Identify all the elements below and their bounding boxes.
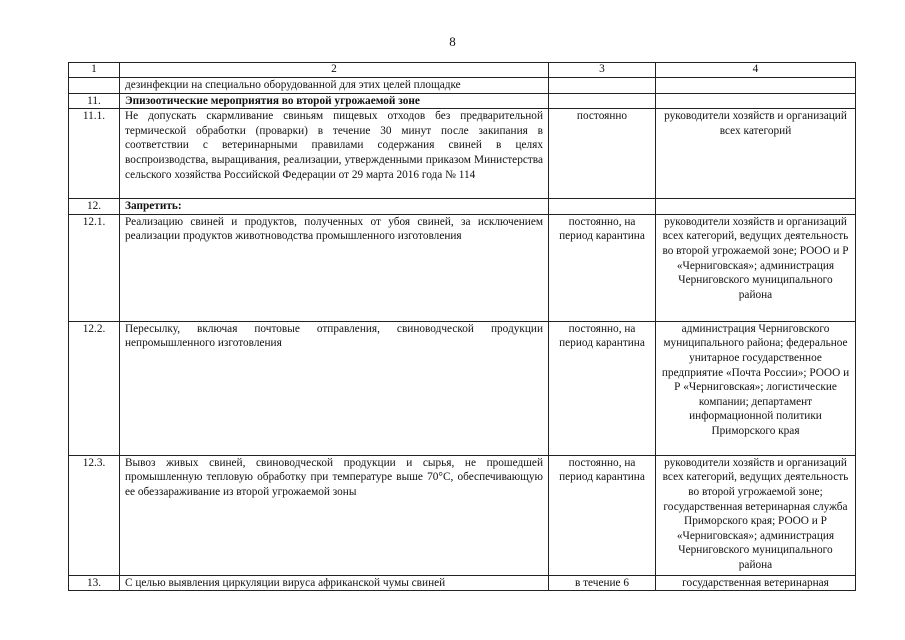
row-responsible (656, 93, 856, 109)
page-number: 8 (449, 34, 456, 49)
row-responsible (656, 78, 856, 94)
row-responsible: руководители хозяйств и организаций всех категорий, ведущих деятельность во второй угрожаемой зоне; государственная ветеринарная служба Приморского края; РООО и Р «Черниговская»; администрация Черниговского муниципального района (656, 455, 856, 575)
row-term (549, 93, 656, 109)
section-heading: Эпизоотические мероприятия во второй угрожаемой зоне (120, 93, 549, 109)
row-responsible: государственная ветеринарная (656, 575, 856, 591)
table-row (69, 321, 856, 455)
header-col-3: 3 (549, 63, 656, 78)
row-number: 11.1. (69, 109, 120, 199)
table-row (69, 575, 856, 591)
table-row (69, 214, 856, 321)
table-row (69, 93, 856, 109)
table-row (69, 455, 856, 575)
row-term: постоянно, на период карантина (549, 214, 656, 321)
row-number: 12.2. (69, 321, 120, 455)
row-number: 13. (69, 575, 120, 591)
table-row (69, 199, 856, 215)
header-col-2: 2 (120, 63, 549, 78)
section-heading: Запретить: (120, 199, 549, 215)
row-term: в течение 6 (549, 575, 656, 591)
row-responsible: руководители хозяйств и организаций всех категорий, ведущих деятельность во второй угрожаемой зоне; РООО и Р «Черниговская»; администрация Черниговского муниципального района (656, 214, 856, 321)
row-responsible: руководители хозяйств и организаций всех категорий (656, 109, 856, 199)
row-text: С целью выявления циркуляции вируса африканской чумы свиней (120, 575, 549, 591)
header-col-1: 1 (69, 63, 120, 78)
row-term: постоянно (549, 109, 656, 199)
row-responsible: администрация Черниговского муниципального района; федеральное унитарное государственное предприятие «Почта России»; РООО и Р «Черниговская»; логистические компании; департамент информационной политики Приморского края (656, 321, 856, 455)
row-term: постоянно, на период карантина (549, 455, 656, 575)
row-text: Вывоз живых свиней, свиноводческой продукции и сырья, не прошедшей промышленную тепловую обработку при температуре выше 70°С, обеспечивающую ее обеззараживание из второй угрожаемой зоны (120, 455, 549, 575)
row-text: Не допускать скармливание свиньям пищевых отходов без предварительной термической обработки (проварки) в течение 30 минут после закипания в соответствии с ветеринарными правилами содержания свиней в целях воспроизводства, выращивания, реализации, утвержденными приказом Министерства сельского хозяйства Российской Федерации от 29 марта 2016 года № 114 (120, 109, 549, 199)
row-term: постоянно, на период карантина (549, 321, 656, 455)
table-row (69, 78, 856, 94)
row-number: 12. (69, 199, 120, 215)
row-term (549, 199, 656, 215)
row-text: дезинфекции на специально оборудованной для этих целей площадке (120, 78, 549, 94)
row-text: Пересылку, включая почтовые отправления, свиноводческой продукции непромышленного изготовления (120, 321, 549, 455)
header-row (69, 63, 856, 78)
table-row (69, 109, 856, 199)
row-text: Реализацию свиней и продуктов, полученных от убоя свиней, за исключением реализации продуктов животноводства промышленного изготовления (120, 214, 549, 321)
row-number: 11. (69, 93, 120, 109)
row-responsible (656, 199, 856, 215)
row-number: 12.3. (69, 455, 120, 575)
header-col-4: 4 (656, 63, 856, 78)
row-term (549, 78, 656, 94)
measures-table (68, 62, 856, 591)
row-number: 12.1. (69, 214, 120, 321)
row-number (69, 78, 120, 94)
